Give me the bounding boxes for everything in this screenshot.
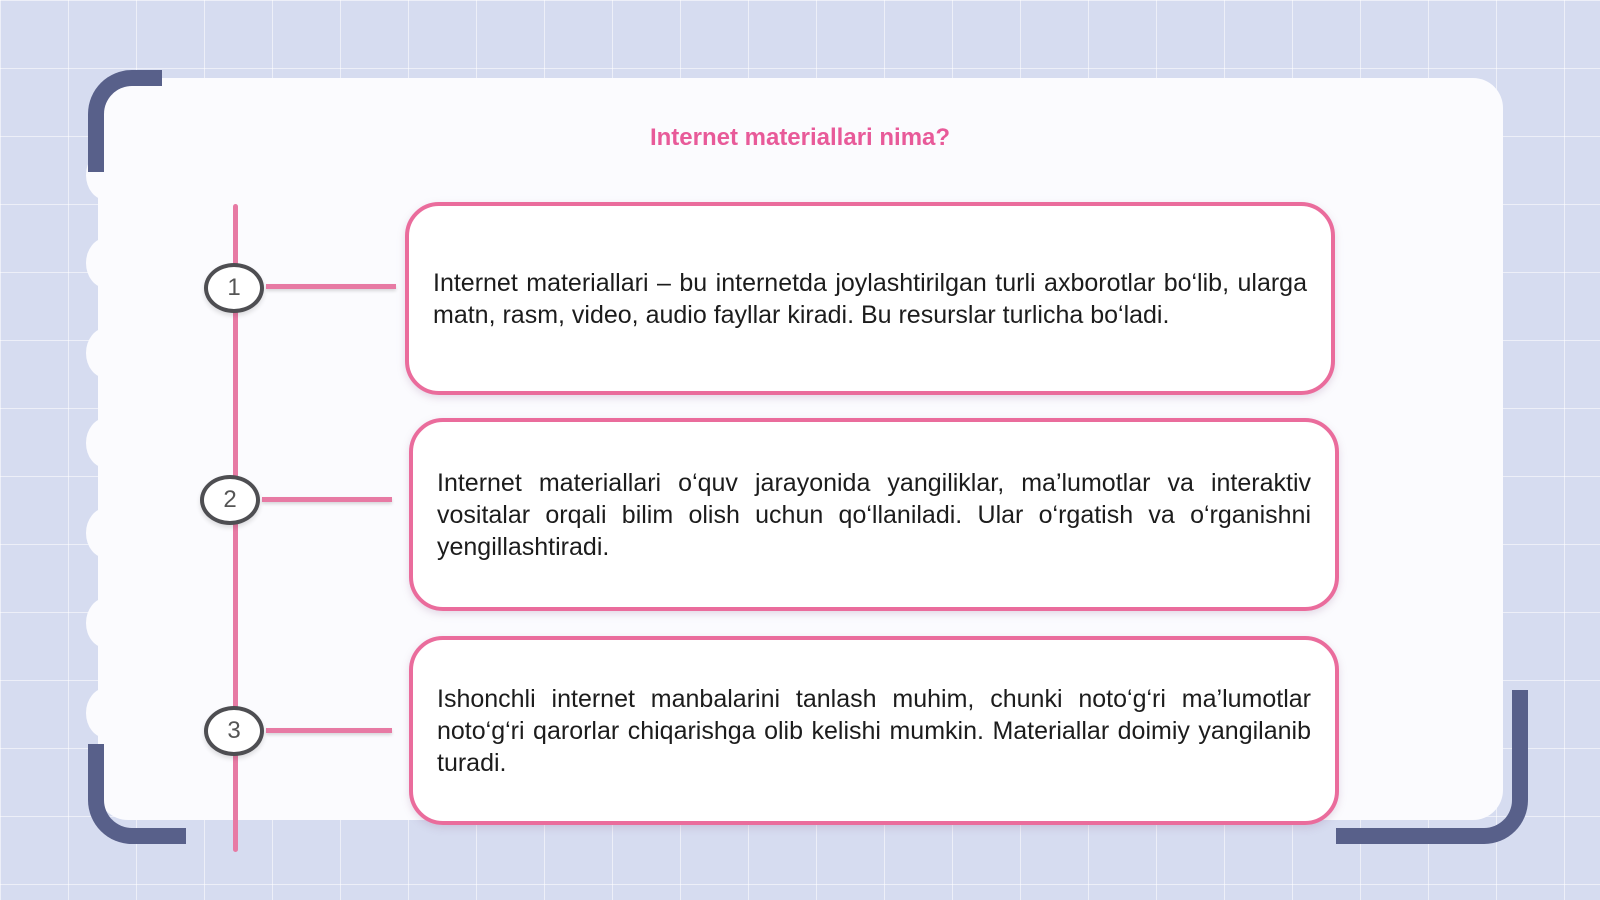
notebook-scallop: [86, 328, 126, 378]
corner-bracket-bottom-right: [1336, 690, 1528, 844]
notebook-scallop: [86, 238, 126, 288]
step-number-1: 1: [204, 263, 264, 313]
info-box-text: Internet materiallari o‘quv jarayonida yangiliklar, ma’lumotlar va interaktiv vositalar orqali bilim olish uchun qo‘llaniladi. Ular o‘rgatish va o‘rganishni yengillashtiradi.: [437, 468, 1311, 561]
slide-title: Internet materiallari nima?: [649, 124, 951, 151]
timeline-connector-3: [266, 728, 392, 733]
info-box-text: Ishonchli internet manbalarini tanlash muhim, chunki noto‘g‘ri ma’lumotlar noto‘g‘ri qarorlar chiqarishga olib kelishi mumkin. Materiallar doimiy yangilanib turadi.: [437, 684, 1311, 777]
info-box-text: Internet materiallari – bu internetda joylashtirilgan turli axborotlar bo‘lib, ularga matn, rasm, video, audio fayllar kiradi. Bu resurslar turlicha bo‘ladi.: [433, 268, 1307, 329]
info-box-1: [405, 202, 1335, 395]
notebook-scallop: [86, 508, 126, 558]
corner-bracket-top-left: [88, 70, 162, 172]
timeline-connector-2: [262, 497, 392, 502]
notebook-scallop: [86, 418, 126, 468]
timeline-connector-1: [266, 284, 396, 289]
notebook-scallop: [86, 688, 126, 738]
info-box-3: [409, 636, 1339, 825]
corner-bracket-bottom-left: [88, 744, 186, 844]
step-number-3: 3: [204, 706, 264, 756]
info-box-2: [409, 418, 1339, 611]
notebook-scallop: [86, 598, 126, 648]
step-number-2: 2: [200, 475, 260, 525]
